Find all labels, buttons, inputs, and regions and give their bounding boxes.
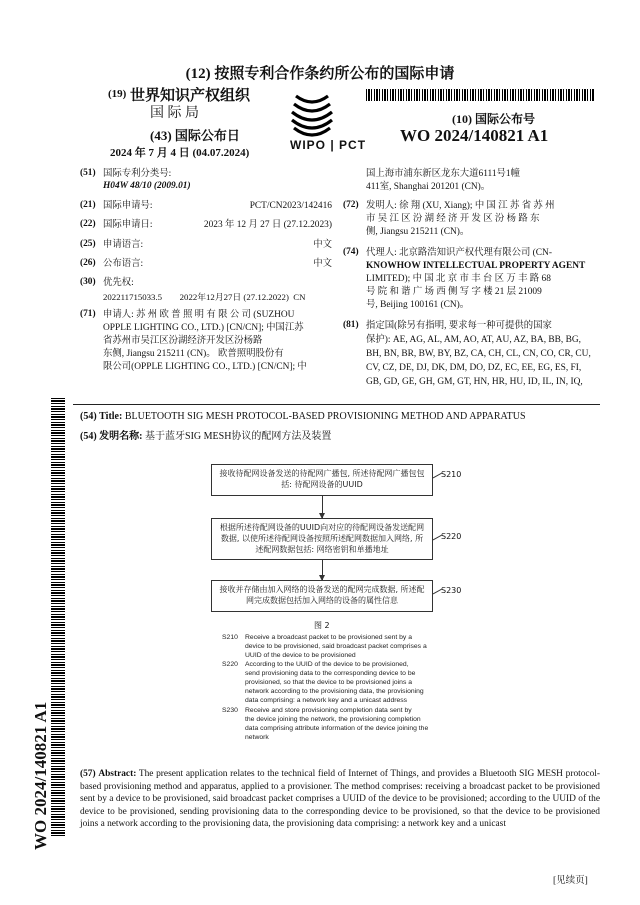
pub-date: 2024 年 7 月 4 日 (04.07.2024) [110, 147, 250, 159]
side-pub-number: WO 2024/140821 A1 [31, 701, 50, 850]
wipo-pct-text: WIPO | PCT [290, 138, 367, 152]
legend-code: S220 [222, 661, 238, 668]
applicant-line: 东侧, Jiangsu 215211 (CN)。 欧普照明股份有 [103, 349, 284, 359]
barcode-side [51, 398, 65, 838]
agent-line: 号, Beijing 100161 (CN)。 [366, 300, 470, 310]
flow-step-s230: 接收并存储由加入网络的设备发送的配网完成数据, 所述配网完成数据包括加入网络的设备的属性信息 [211, 580, 433, 612]
applicant-line: 省苏州市吴江区汾湖经济开发区汾杨路 [103, 336, 263, 346]
pub-lang-value: 中文 [313, 259, 332, 269]
title-en-value: BLUETOOTH SIG MESH PROTOCOL-BASED PROVISIONING METHOD AND APPARATUS [124, 411, 526, 422]
legend-code: S230 [222, 707, 238, 714]
inventor-line: 市 吴 江 区 汾 湖 经 济 开 发 区 汾 杨 路 东 [366, 214, 540, 224]
continued-note: [见续页] [553, 876, 588, 886]
legend-line: the device joining the network, the provisioning completion [245, 716, 421, 723]
leader-line [433, 473, 443, 479]
code-51: (51) [80, 168, 96, 178]
pub-lang-label: 公布语言: [103, 259, 144, 269]
legend-line: network according to the provisioning data, the provisioning [245, 688, 424, 695]
barcode-top [366, 89, 594, 101]
code-72: (72) [343, 200, 359, 210]
leader-line [433, 589, 443, 595]
inventor-line: 发明人: 徐 翔 (XU, Xiang); 中 国 江 苏 省 苏 州 [366, 201, 555, 211]
code-22: (22) [80, 219, 96, 229]
legend-line: provisioned, so that the device to be provisioned joins a [245, 679, 413, 686]
title-en-label: Title: [99, 411, 123, 422]
legend-line: device to be provisioned, said broadcast packet comprises a [245, 643, 427, 650]
agent-line: 代理人: 北京路浩知识产权代理有限公司 (CN- [366, 248, 552, 258]
legend-line: data comprising attribute information of the device joining the [245, 725, 429, 732]
ipc-label: 国际专利分类号: [103, 169, 172, 179]
pub-date-label: (43) 国际公布日 [150, 128, 240, 143]
abstract-text: The present application relates to the technical field of Internet of Things, and provides a Bluetooth SIG MESH protocol-based provisioning method and apparatus, applied to a provisioner. The method comprises: receiving a broadcast packet to be provisioned sent by a device to be provisioned, said broadcast packet comprises a UUID of the device to be provisioned; according to the UUID of the device to be provisioned, sending provisioning data to the corresponding device to be provisioned, so that the device to be provisioned joins a network according to the provisioning data, the provisioning data comprising: a network key and a unicast [80, 769, 600, 830]
step-label: S210 [441, 470, 462, 479]
pub-no-label: (10) 国际公布号 [452, 112, 535, 126]
legend-line: Receive and store provisioning completion data sent by [245, 707, 412, 714]
abstract-label: Abstract: [98, 769, 137, 779]
priority-label: 优先权: [103, 278, 134, 288]
ipc-value: H04W 48/10 (2009.01) [103, 181, 191, 191]
applicant-cont: 国上海市浦东新区龙东大道6111号1幢 [366, 169, 520, 179]
pub-number: WO 2024/140821 A1 [400, 126, 549, 145]
title-zh-label: 发明名称: [99, 431, 143, 442]
document-title: (12) 按照专利合作条约所公布的国际申请 [185, 66, 455, 82]
flow-step-s220: 根据所述待配网设备的UUID向对应的待配网设备发送配网数据, 以使所述待配网设备按照所述配网数据加入网络, 所述配网数据包括: 网络密钥和单播地址 [211, 518, 433, 560]
filing-lang-value: 中文 [313, 240, 332, 250]
code-21: (21) [80, 200, 96, 210]
agent-line: 号 院 和 谐 广 场 西 侧 写 字 楼 21 层 21009 [366, 287, 542, 297]
designated-line: BH, BN, BR, BW, BY, BZ, CA, CH, CL, CN, CO, CR, CU, [366, 349, 591, 359]
legend-line: data comprising: a network key and a unicast address [245, 697, 408, 704]
figure-caption: 图 2 [314, 621, 330, 630]
legend-line: send provisioning data to the corresponding device to be [245, 670, 416, 677]
applicant-line: 限公司(OPPLE LIGHTING CO., LTD.) [CN/CN]; 中 [103, 362, 307, 372]
legend-code: S210 [222, 634, 238, 641]
org-subname: 国 际 局 [150, 106, 199, 121]
app-no-label: 国际申请号: [103, 201, 153, 211]
app-no-value: PCT/CN2023/142416 [249, 201, 332, 211]
code-25: (25) [80, 239, 96, 249]
org-name: 世界知识产权组织 [130, 88, 251, 104]
step-label: S230 [441, 586, 462, 595]
title-en-code: (54) [80, 411, 97, 422]
filing-date-value: 2023 年 12 月 27 日 (27.12.2023) [203, 220, 332, 230]
code-30: (30) [80, 277, 96, 287]
agent-line: KNOWHOW INTELLECTUAL PROPERTY AGENT [366, 261, 586, 271]
flow-step-s210: 接收待配网设备发送的待配网广播包, 所述待配网广播包包括: 待配网设备的UUID [211, 464, 433, 496]
legend-line: UUID of the device to be provisioned [245, 652, 356, 659]
step-label: S220 [441, 532, 462, 541]
legend-line: According to the UUID of the device to be provisioned, [245, 661, 409, 668]
flow-arrow [322, 496, 323, 518]
leader-line [433, 535, 443, 541]
applicant-line: 申请人: 苏 州 欧 普 照 明 有 限 公 司 (SUZHOU [103, 310, 295, 320]
designated-line: 保护): AE, AG, AL, AM, AO, AT, AU, AZ, BA, BB, BG, [366, 335, 581, 345]
agent-line: LIMITED); 中 国 北 京 市 丰 台 区 万 丰 路 68 [366, 274, 551, 284]
title-zh-code: (54) [80, 431, 97, 442]
applicant-line: OPPLE LIGHTING CO., LTD.) [CN/CN]; 中国江苏 [103, 323, 304, 333]
designated-line: CV, CZ, DE, DJ, DK, DM, DO, DZ, EC, EE, EG, ES, FI, [366, 363, 582, 373]
abstract [80, 768, 600, 831]
divider [73, 404, 600, 405]
legend-line: network [245, 734, 269, 741]
org-code: (19) [108, 88, 127, 100]
abstract-code: (57) [80, 769, 96, 779]
code-26: (26) [80, 258, 96, 268]
legend-line: Receive a broadcast packet to be provisioned sent by a [245, 634, 413, 641]
title-en [80, 411, 526, 423]
applicant-cont: 411室, Shanghai 201201 (CN)。 [366, 182, 491, 192]
code-74: (74) [343, 247, 359, 257]
code-81: (81) [343, 320, 359, 330]
title-zh [80, 431, 331, 443]
inventor-line: 侧, Jiangsu 215211 (CN)。 [366, 227, 470, 237]
flow-arrow [322, 560, 323, 580]
code-71: (71) [80, 309, 96, 319]
designated-line: 指定国(除另有指明, 要求每一种可提供的国家 [366, 321, 552, 331]
title-zh-value: 基于蓝牙SIG MESH协议的配网方法及装置 [145, 431, 332, 442]
priority-value: 202211715033.5 2022年12月27日 (27.12.2022) CN [103, 292, 306, 302]
designated-line: GB, GD, GE, GH, GM, GT, HN, HR, HU, ID, IL, IN, IQ, [366, 377, 583, 387]
filing-lang-label: 申请语言: [103, 240, 144, 250]
filing-date-label: 国际申请日: [103, 220, 153, 230]
